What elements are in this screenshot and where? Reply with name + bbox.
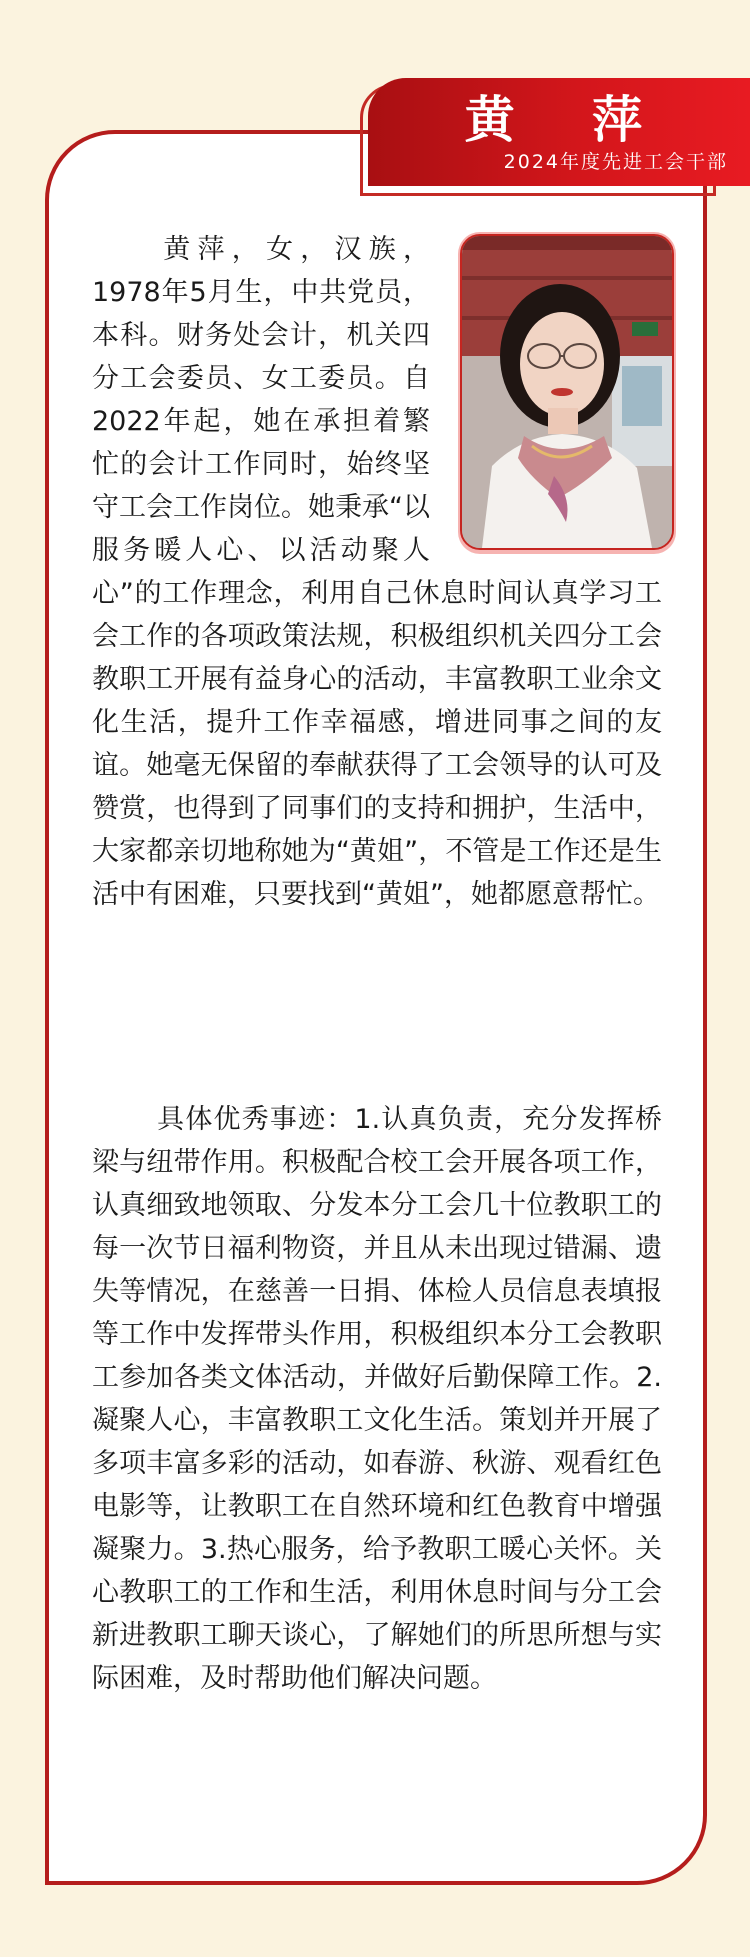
intro-paragraph (92, 228, 662, 916)
person-name: 黄 萍 (464, 90, 672, 149)
achievements-text: 具体优秀事迹：1.认真负责，充分发挥桥梁与纽带作用。积极配合校工会开展各项工作，认真细致地领取、分发本分工会几十位教职工的每一次节日福利物资，并且从未出现过错漏、遗失等情况，在慈善一日捐、体检人员信息表填报等工作中发挥带头作用，积极组织本分工会教职工参加各类文体活动，并做好后勤保障工作。2.凝聚人心，丰富教职工文化生活。策划并开展了多项丰富多彩的活动，如春游、秋游、观看红色电影等，让教职工在自然环境和红色教育中增强凝聚力。3.热心服务，给予教职工暖心关怀。关心教职工的工作和生活，利用休息时间与分工会新进教职工聊天谈心，了解她们的所思所想与实际困难，及时帮助他们解决问题。 (92, 1104, 662, 1694)
photo-spacer (430, 228, 662, 558)
award-title: 2024年度先进工会干部 (503, 151, 728, 173)
name-banner (368, 78, 750, 186)
achievements-paragraph (92, 1098, 662, 1700)
intro-text: 黄萍，女，汉族，1978年5月生，中共党员，本科。财务处会计，机关四分工会委员、女工委员。自2022年起，她在承担着繁忙的会计工作同时，始终坚守工会工作岗位。她秉承“以服务暖人心、以活动聚人心”的工作理念，利用自己休息时间认真学习工会工作的各项政策法规，积极组织机关四分工会教职工开展有益身心的活动，丰富教职工业余文化生活，提升工作幸福感，增进同事之间的友谊。她毫无保留的奉献获得了工会领导的认可及赞赏，也得到了同事们的支持和拥护，生活中，大家都亲切地称她为“黄姐”，不管是工作还是生活中有困难，只要找到“黄姐”，她都愿意帮忙。 (92, 234, 662, 910)
